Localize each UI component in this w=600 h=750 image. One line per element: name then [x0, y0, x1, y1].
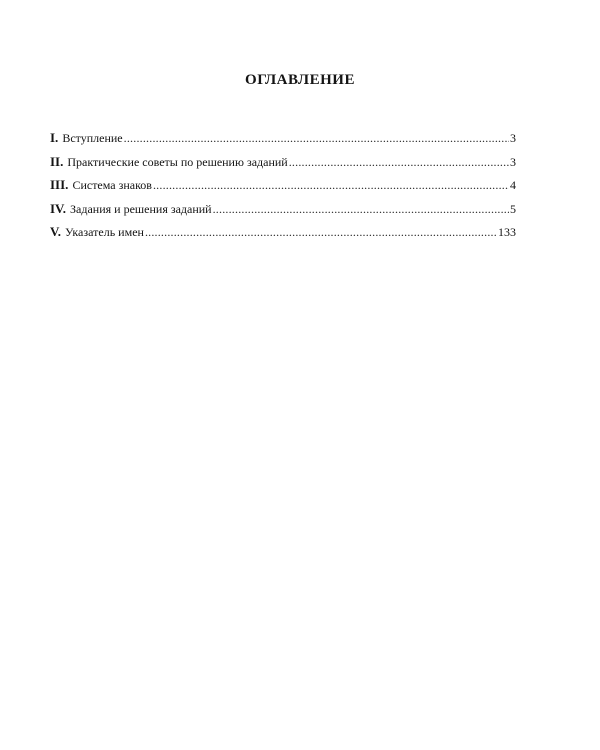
toc-dot-leader — [213, 202, 509, 217]
page-title: ОГЛАВЛЕНИЕ — [245, 72, 355, 88]
toc-entry-title: Вступление — [62, 131, 123, 145]
toc-entry-title: Задания и решения заданий — [70, 201, 212, 216]
toc-entry-page: 3 — [510, 131, 516, 145]
toc-entry-number: III. — [50, 177, 69, 192]
toc-entry-page: 5 — [510, 201, 516, 216]
table-of-contents — [50, 130, 516, 248]
toc-dot-leader — [289, 155, 509, 170]
toc-entry-title: Практические советы по решению заданий — [67, 154, 288, 169]
toc-entry-page: 3 — [510, 154, 516, 169]
toc-entry-page: 4 — [510, 178, 516, 192]
toc-entry-title: Указатель имен — [64, 225, 144, 239]
toc-entry-title: Система знаков — [72, 178, 152, 192]
toc-dot-leader — [153, 178, 509, 193]
toc-entry — [50, 201, 516, 225]
toc-entry — [50, 154, 516, 178]
toc-entry — [50, 224, 516, 248]
toc-entry-page: 133 — [498, 225, 516, 239]
toc-entry — [50, 177, 516, 201]
toc-dot-leader — [145, 225, 497, 240]
toc-entry-number: II. — [50, 153, 64, 169]
toc-entry-number: I. — [50, 130, 59, 145]
toc-entry — [50, 130, 516, 154]
toc-entry-number: V. — [50, 224, 61, 239]
toc-dot-leader — [124, 131, 509, 146]
toc-entry-number: IV. — [50, 200, 67, 216]
